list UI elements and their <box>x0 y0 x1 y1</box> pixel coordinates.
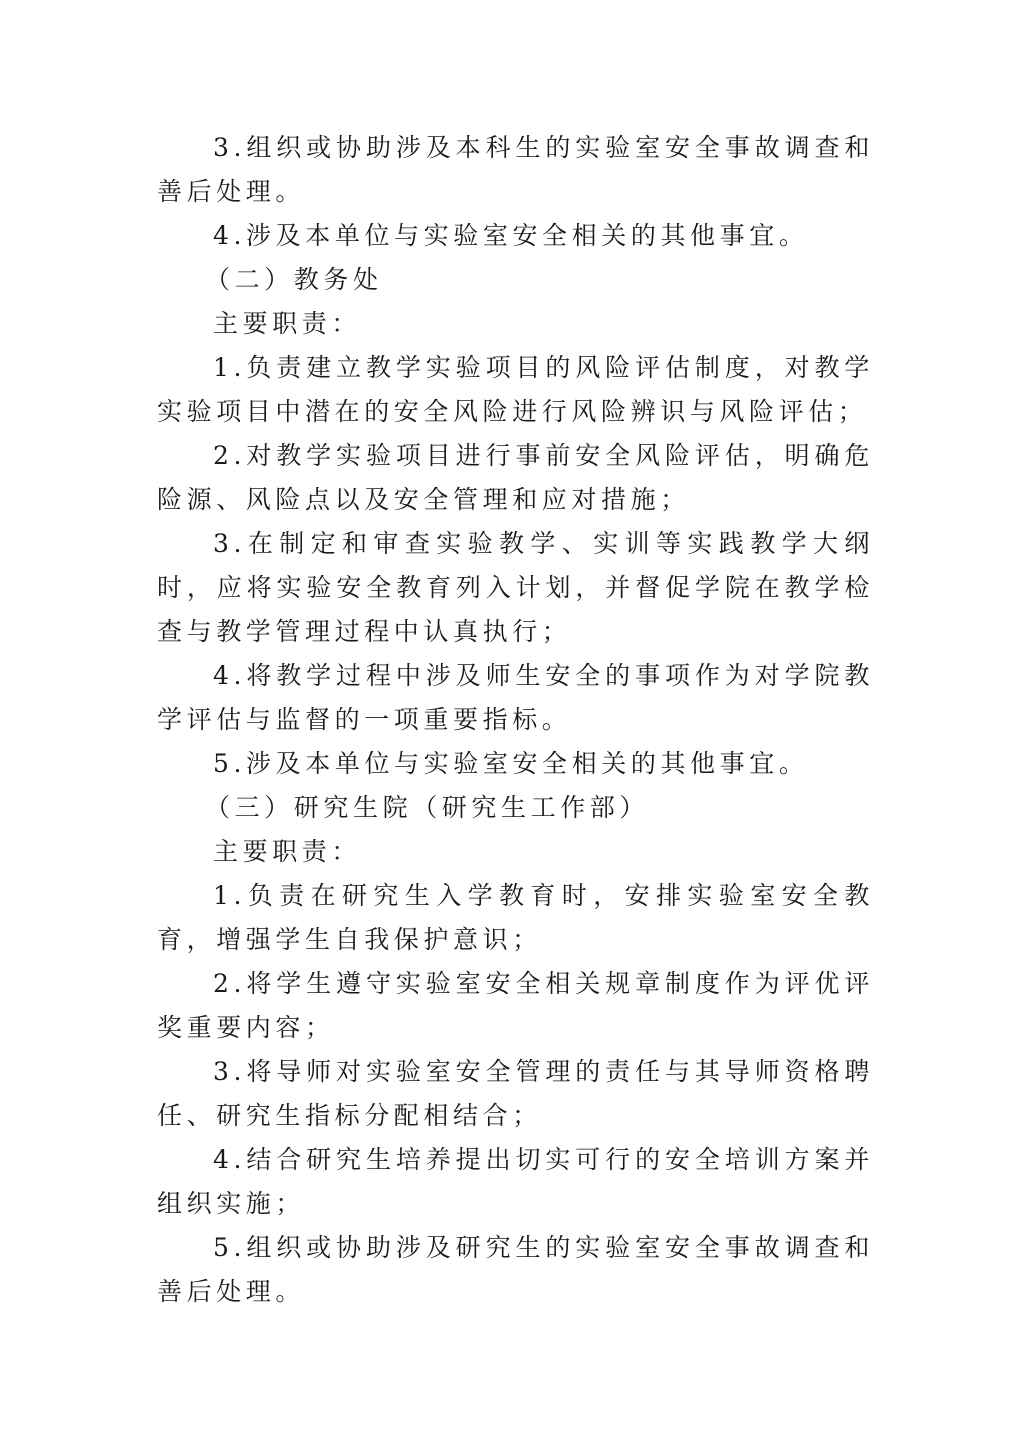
paragraph-graduate-item-3: 3.将导师对实验室安全管理的责任与其导师资格聘任、研究生指标分配相结合； <box>157 1057 874 1130</box>
paragraph-graduate-item-1: 1.负责在研究生入学教育时，安排实验室安全教育，增强学生自我保护意识； <box>157 881 874 954</box>
paragraph-academic-item-4: 4.将教学过程中涉及师生安全的事项作为对学院教学评估与监督的一项重要指标。 <box>157 661 874 734</box>
section-heading-graduate-school: （三）研究生院（研究生工作部） <box>205 793 650 822</box>
document-body <box>157 126 874 1314</box>
paragraph-academic-item-3: 3.在制定和审查实验教学、实训等实践教学大纲时，应将实验安全教育列入计划，并督促学院在教学检查与教学管理过程中认真执行； <box>157 529 874 646</box>
paragraph-academic-item-2: 2.对教学实验项目进行事前安全风险评估，明确危险源、风险点以及安全管理和应对措施； <box>157 441 874 514</box>
responsibilities-label: 主要职责： <box>213 309 362 338</box>
paragraph-academic-item-5: 5.涉及本单位与实验室安全相关的其他事宜。 <box>213 749 809 778</box>
paragraph-undergrad-item-4: 4.涉及本单位与实验室安全相关的其他事宜。 <box>213 221 809 250</box>
responsibilities-label: 主要职责： <box>213 837 362 866</box>
paragraph-undergrad-item-3: 3.组织或协助涉及本科生的实验室安全事故调查和善后处理。 <box>157 133 874 206</box>
paragraph-graduate-item-4: 4.结合研究生培养提出切实可行的安全培训方案并组织实施； <box>157 1145 874 1218</box>
paragraph-academic-item-1: 1.负责建立教学实验项目的风险评估制度，对教学实验项目中潜在的安全风险进行风险辨识与风险评估； <box>157 353 874 426</box>
paragraph-graduate-item-5: 5.组织或协助涉及研究生的实验室安全事故调查和善后处理。 <box>157 1233 874 1306</box>
section-heading-academic-affairs: （二）教务处 <box>205 265 383 294</box>
paragraph-graduate-item-2: 2.将学生遵守实验室安全相关规章制度作为评优评奖重要内容； <box>157 969 874 1042</box>
